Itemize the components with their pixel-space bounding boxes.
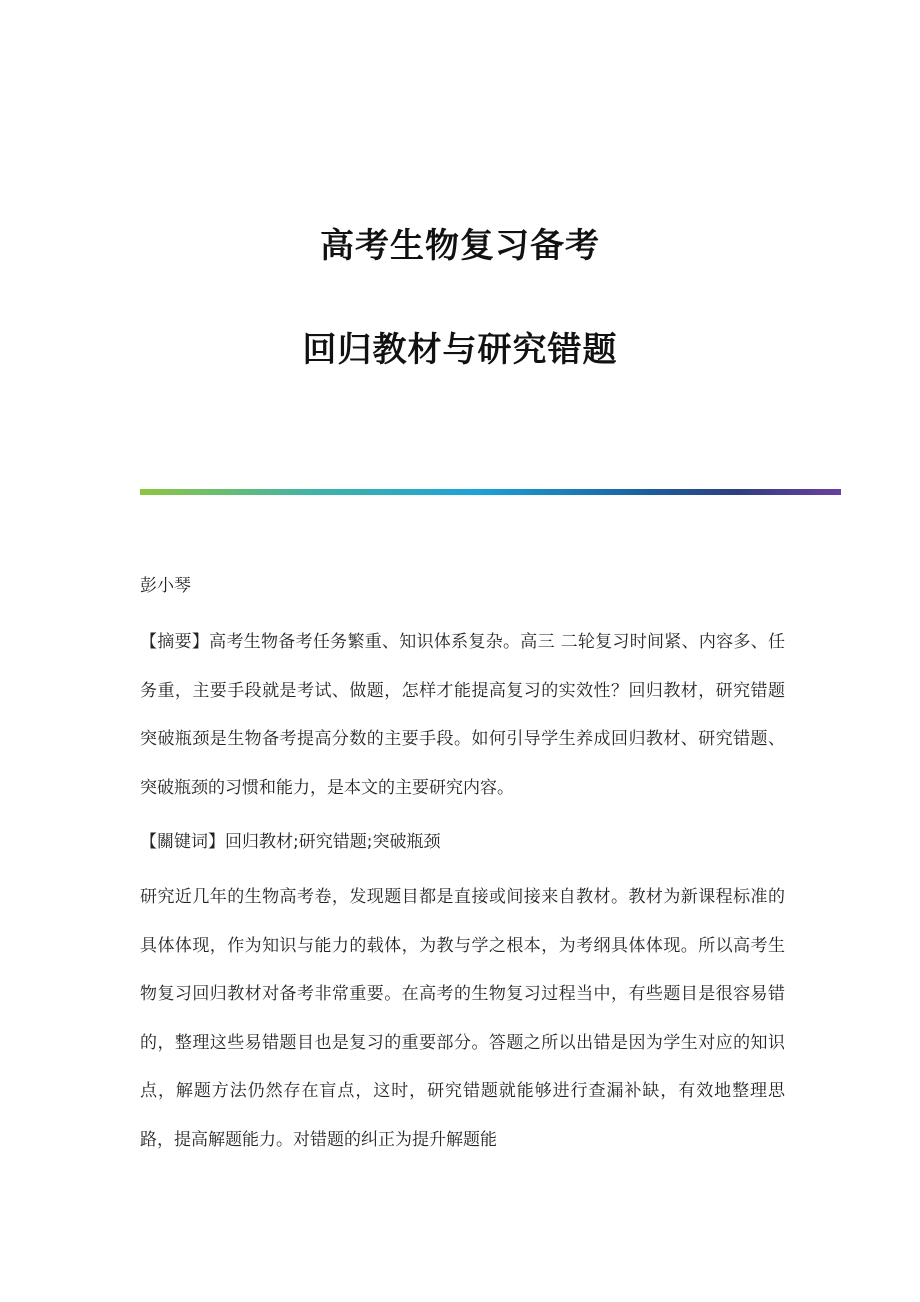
abstract-label: 【摘要】: [140, 632, 210, 652]
body-paragraph: 研究近几年的生物高考卷，发现题目都是直接或间接来自教材。教材为新课程标准的具体体现，作为知识与能力的载体，为教与学之根本，为考纲具体体现。所以高考生物复习回归教材对备考非常重要。在高考的生物复习过程当中，有些题目是很容易错的，整理这些易错题目也是复习的重要部分。答题之所以出错是因为学生对应的知识点，解题方法仍然存在盲点，这时，研究错题就能够进行查漏补缺，有效地整理思路，提高解题能力。对错题的纠正为提升解题能: [140, 887, 785, 1150]
keywords-paragraph: [140, 818, 785, 867]
abstract-paragraph: [140, 618, 785, 812]
document-title-line-2: 回归教材与研究错题: [302, 330, 618, 370]
document-title-line-1: 高考生物复习备考: [320, 226, 600, 266]
keywords-label: 【關键词】: [140, 832, 225, 852]
gradient-divider: [140, 489, 841, 495]
keywords-text: 回归教材;研究错题;突破瓶颈: [225, 832, 441, 852]
author-name: 彭小琴: [140, 576, 191, 596]
abstract-text: 高考生物备考任务繁重、知识体系复杂。高三 二轮复习时间紧、内容多、任务重，主要手段就是考试、做题，怎样才能提高复习的实效性？回归教材，研究错题突破瓶颈是生物备考提高分数的主要手段。如何引导学生养成回归教材、研究错题、突破瓶颈的习惯和能力，是本文的主要研究内容。: [140, 632, 786, 798]
